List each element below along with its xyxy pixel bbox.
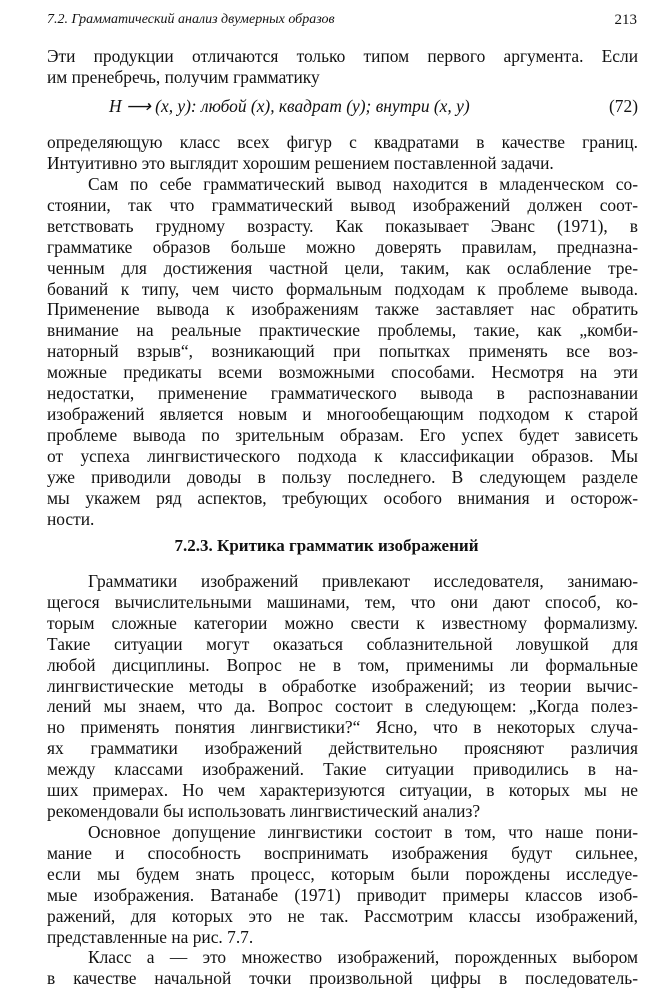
text-line: мые изображения. Ватанабе (1971) приводит примеры классов изоб-: [47, 884, 638, 905]
text-line: ченным для достижения частной цели, таким, как ослабление тре-: [47, 257, 638, 278]
text-line: но применять понятия лингвистики?“ Ясно, что в некоторых случа-: [47, 717, 638, 738]
text-line: между классами изображений. Такие ситуации приводились в на-: [47, 759, 638, 780]
formula-number: (72): [609, 96, 638, 116]
text-line: от успеха лингвистического подхода к классификации образов. Мы: [47, 445, 638, 466]
text-line: стоянии, так что грамматический вывод изображений должен соот-: [47, 194, 638, 215]
intro-paragraph: [47, 46, 638, 88]
text-line: в качестве начальной точки произвольной цифры в последователь-: [47, 967, 638, 988]
text-line: Грамматики изображений привлекают исследователя, занимаю-: [88, 571, 638, 591]
text-line: лений мы знаем, что да. Вопрос состоит в следующем: „Когда полез-: [47, 696, 638, 717]
text-line: ях грамматики изображений действительно проясняют различия: [47, 738, 638, 759]
text-line: Класс a — это множество изображений, порожденных выбором: [88, 947, 638, 967]
text-line: ветствовать грудному возрасту. Как показывает Эванс (1971), в: [47, 215, 638, 236]
paragraph-critique: [47, 571, 638, 822]
text-line: торым сложные категории можно свести к известному формализму.: [47, 612, 638, 633]
text-line: мы укажем ряд аспектов, требующих особого внимания и осторож-: [47, 487, 638, 508]
text-line: Применение вывода к изображениям также заставляет нас обратить: [47, 299, 638, 320]
running-title: 7.2. Грамматический анализ двумерных образов: [47, 12, 335, 27]
text-line: определяющую класс всех фигур с квадратами в качестве границ.: [47, 132, 638, 152]
text-line: Интуитивно это выглядит хорошим решением поставленной задачи.: [47, 152, 554, 173]
text-line: рекомендовали бы использовать лингвистический анализ?: [47, 800, 481, 821]
text-line: ности.: [47, 508, 95, 529]
paragraph-inference-state: [47, 174, 638, 529]
page-number: 213: [614, 12, 637, 28]
text-line: щегося вычислительными машинами, тем, что они дают способ, ко-: [47, 591, 638, 612]
text-line: лингвистические методы в обработке изображений; из теории вычис-: [47, 675, 638, 696]
text-line: можные предикаты всеми возможными способами. Несмотря на эти: [47, 362, 638, 383]
text-line: Основное допущение лингвистики состоит в том, что наше пони-: [88, 822, 638, 842]
text-line: внимание на реальные практические проблемы, такие, как „комби-: [47, 320, 638, 341]
text-line: изображений является новым и многообещающим подходом к старой: [47, 403, 638, 424]
running-header: [47, 12, 637, 34]
text-line: Эти продукции отличаются только типом первого аргумента. Если: [47, 46, 638, 66]
text-line: уже приводили доводы в пользу последнего. В следующем разделе: [47, 466, 638, 487]
text-line: ражений, для которых это не так. Рассмотрим классы изображений,: [47, 905, 638, 926]
text-line: грамматике образов больше можно доверять правилам, предназна-: [47, 236, 638, 257]
paragraph-continuation: [47, 132, 638, 174]
text-line: недостатки, применение грамматического вывода в распознавании: [47, 383, 638, 404]
paragraph-linguistics-assumption: [47, 822, 638, 947]
text-line: бований к типу, чем чисто формальным подходам к проблеме вывода.: [47, 278, 638, 299]
section-heading: 7.2.3. Критика грамматик изображений: [174, 536, 479, 555]
text-line: представленные на рис. 7.7.: [47, 926, 254, 947]
text-line: наторный взрыв“, возникающий при попытках применять все воз-: [47, 341, 638, 362]
text-line: мание и способность воспринимать изображения будут сильнее,: [47, 842, 638, 863]
text-line: Такие ситуации могут оказаться соблазнительной ловушкой для: [47, 633, 638, 654]
text-line: Сам по себе грамматический вывод находится в младенческом со-: [88, 174, 638, 194]
text-line: любой дисциплины. Вопрос не в том, применимы ли формальные: [47, 654, 638, 675]
text-line: если мы будем знать процесс, которым были порождены исследуе-: [47, 863, 638, 884]
grammar-formula: [47, 96, 638, 120]
formula-expression: H ⟶ (x, y): любой (x), квадрат (y); внутри (x, y): [109, 96, 470, 116]
text-line: ших примерах. Но чем характеризуются ситуации, в которых мы не: [47, 780, 638, 801]
text-line: им пренебречь, получим грамматику: [47, 66, 320, 87]
text-line: проблеме вывода по зрительным образам. Его успех будет зависеть: [47, 424, 638, 445]
paragraph-class-a: [47, 947, 638, 989]
